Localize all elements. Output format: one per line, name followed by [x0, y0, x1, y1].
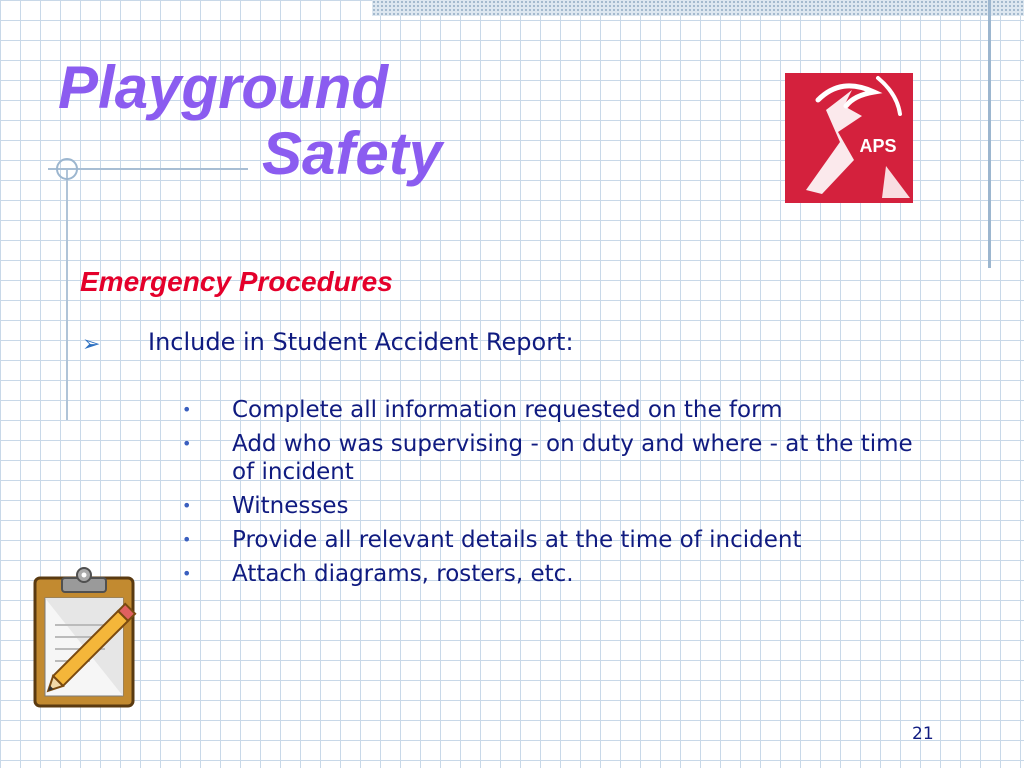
- lead-bullet-text: Include in Student Accident Report:: [148, 328, 574, 356]
- list-item: [182, 396, 942, 424]
- slide-title-line-2: Safety: [262, 120, 443, 187]
- bullet-text: Complete all information requested on the form: [232, 397, 783, 423]
- circle-accent-icon: [56, 158, 78, 180]
- bullet-dot-icon: •: [182, 434, 192, 453]
- list-item: [182, 526, 942, 554]
- bullet-dot-icon: •: [182, 400, 192, 419]
- bullet-text: Provide all relevant details at the time of incident: [232, 527, 802, 553]
- title-underline: [48, 168, 248, 170]
- bullet-text: Witnesses: [232, 493, 349, 519]
- logo-text: APS: [859, 136, 897, 156]
- top-decorative-band: [372, 0, 1024, 16]
- clipboard-pencil-icon: [30, 565, 150, 710]
- slide-title-line-1: Playground: [58, 54, 389, 121]
- list-item: [182, 492, 942, 520]
- bullet-list: [182, 396, 942, 594]
- bullet-dot-icon: •: [182, 530, 192, 549]
- bullet-text: Attach diagrams, rosters, etc.: [232, 561, 574, 587]
- arrow-bullet-icon: ➢: [82, 332, 101, 357]
- bullet-dot-icon: •: [182, 496, 192, 515]
- section-subtitle: Emergency Procedures: [80, 266, 393, 297]
- left-accent-line: [66, 168, 68, 420]
- list-item: [182, 560, 942, 588]
- bullet-text: Add who was supervising - on duty and where - at the time of incident: [232, 431, 913, 485]
- page-number: 21: [912, 724, 934, 744]
- bullet-dot-icon: •: [182, 564, 192, 583]
- aps-logo-icon: [782, 70, 918, 206]
- list-item: [182, 430, 942, 486]
- right-accent-line: [988, 0, 991, 268]
